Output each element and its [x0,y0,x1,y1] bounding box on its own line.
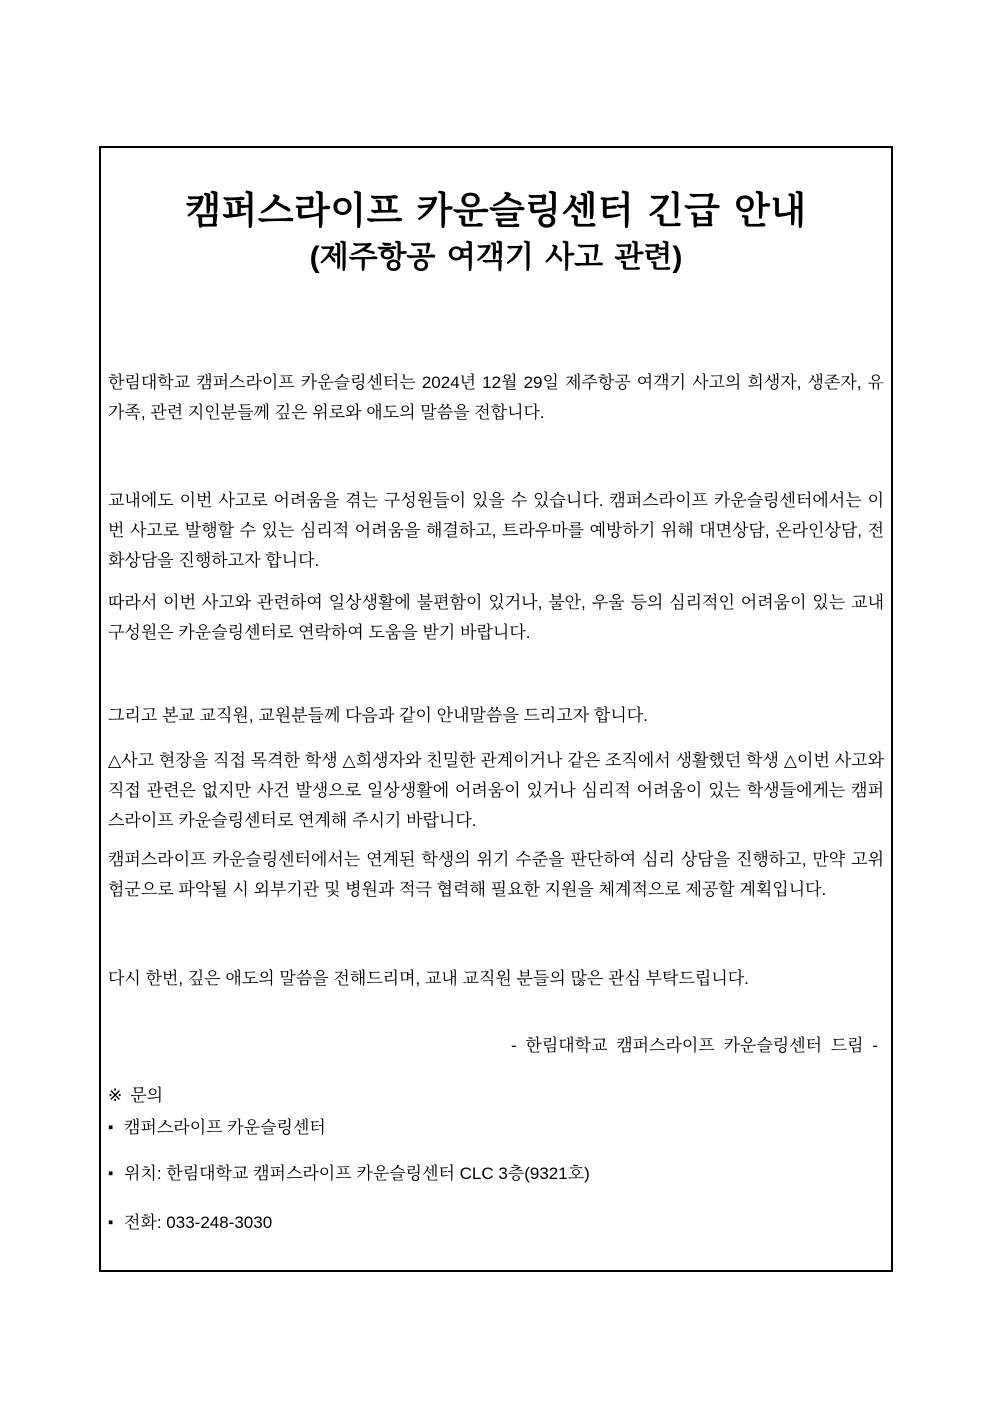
bullet-icon: ▪ [108,1119,114,1136]
notice-document [99,146,893,1272]
contact-item-text: 전화: 033-248-3030 [124,1213,273,1232]
contact-item-phone [108,1208,884,1238]
notice-subtitle: (제주항공 여객기 사고 관련) [309,241,683,274]
contact-item-text: 캠퍼스라이프 카운슬링센터 [124,1118,326,1137]
paragraph-condolence: 한림대학교 캠퍼스라이프 카운슬링센터는 2024년 12월 29일 제주항공 여객기 사고의 희생자, 생존자, 유가족, 관련 지인분들께 깊은 위로와 애도의 말씀을 전합니다. [108,373,884,422]
paragraph-support-plan: 캠퍼스라이프 카운슬링센터에서는 연계된 학생의 위기 수준을 판단하여 심리 상담을 진행하고, 만약 고위험군으로 파악될 시 외부기관 및 병원과 적극 협력해 필요한 지원을 체계적으로 제공할 계획입니다. [108,850,884,899]
contact-item-center [108,1113,884,1143]
paragraph-closing: 다시 한번, 깊은 애도의 말씀을 전해드리며, 교내 교직원 분들의 많은 관심 부탁드립니다. [108,969,749,988]
bullet-icon: ▪ [108,1214,114,1231]
paragraph-staff-notice: 그리고 본교 교직원, 교원분들께 다음과 같이 안내말씀을 드리고자 합니다. [108,706,648,725]
notice-title: 캠퍼스라이프 카운슬링센터 긴급 안내 [185,190,807,231]
signature-line: - 한림대학교 캠퍼스라이프 카운슬링센터 드림 - [511,1036,878,1055]
contact-item-text: 위치: 한림대학교 캠퍼스라이프 카운슬링센터 CLC 3층(9321호) [124,1164,590,1183]
contact-item-location [108,1159,884,1189]
paragraph-counseling-offer: 교내에도 이번 사고로 어려움을 겪는 구성원들이 있을 수 있습니다. 캠퍼스라이프 카운슬링센터에서는 이번 사고로 발행할 수 있는 심리적 어려움을 해결하고, 트라우마를 예방하기 위해 대면상담, 온라인상담, 전화상담을 진행하고자 합니다. [108,491,884,570]
paragraph-referral-criteria: △사고 현장을 직접 목격한 학생 △희생자와 친밀한 관계이거나 같은 조직에서 생활했던 학생 △이번 사고와 직접 관련은 없지만 사건 발생으로 일상생활에 어려움이 있거나 심리적 어려움이 있는 학생들에게는 캠퍼스라이프 카운슬링센터로 연계해 주시기 바랍니다. [108,751,884,830]
reference-mark-icon: ※ [108,1086,123,1105]
paragraph-contact-request: 따라서 이번 사고와 관련하여 일상생활에 불편함이 있거나, 불안, 우울 등의 심리적인 어려움이 있는 교내 구성원은 카운슬링센터로 연락하여 도움을 받기 바랍니다. [108,593,884,642]
contact-heading [108,1081,884,1111]
bullet-icon: ▪ [108,1165,114,1182]
contact-heading-label: 문의 [130,1086,164,1105]
